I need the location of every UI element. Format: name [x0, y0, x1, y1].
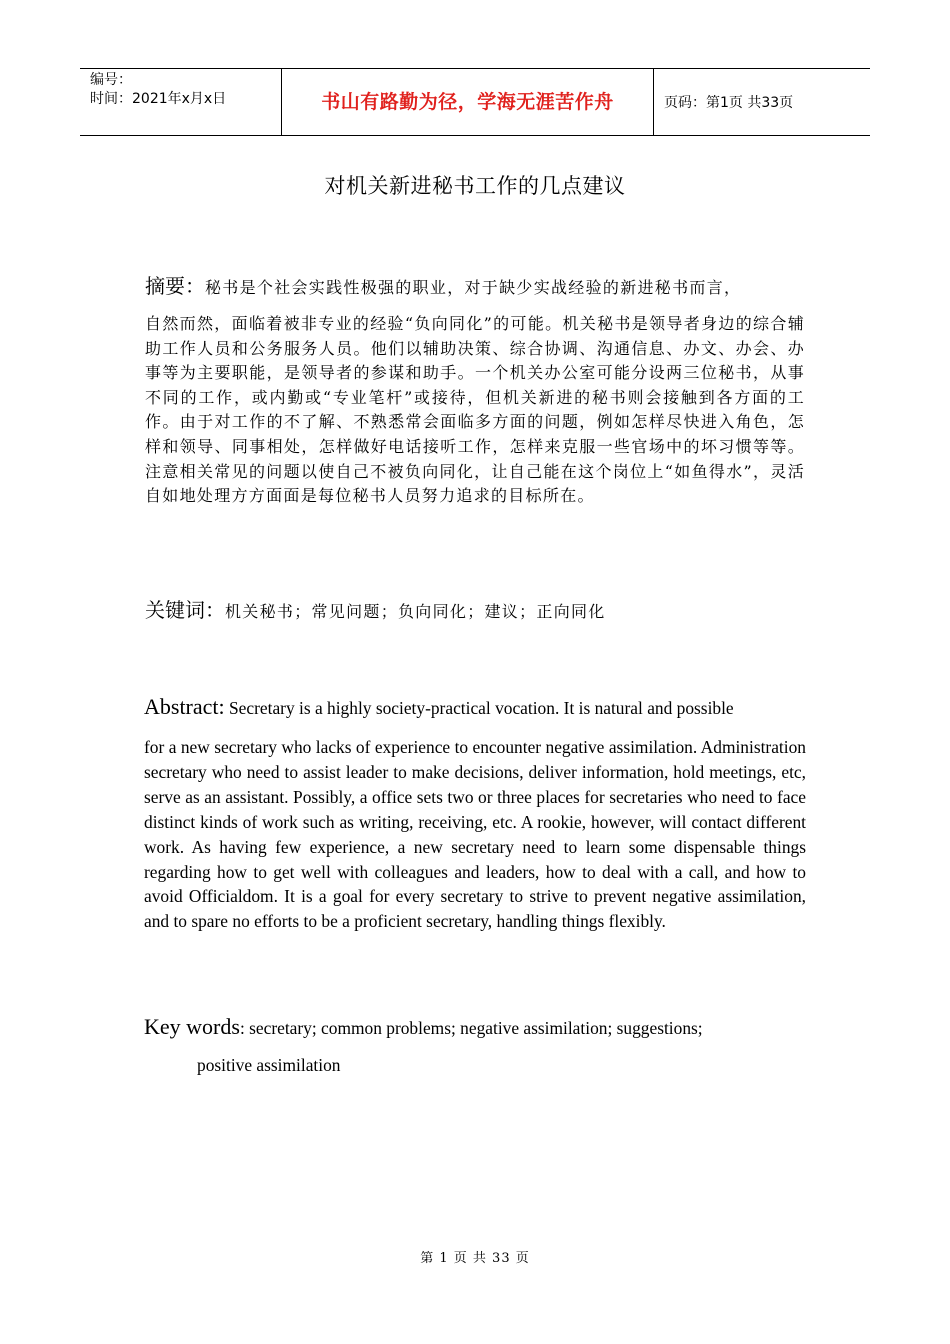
time-label: 时间：2021年x月x日 [90, 91, 227, 107]
chinese-abstract-body: 自然而然，面临着被非专业的经验“负向同化”的可能。机关秘书是领导者身边的综合辅助工作人员和公务服务人员。他们以辅助决策、综合协调、沟通信息、办文、办会、办事等为主要职能，是领导者的参谋和助手。一个机关办公室可能分设两三位秘书，从事不同的工作，或内勤或“专业笔杆”或接待，但机关新进的秘书则会接触到各方面的工作。由于对工作的不了解、不熟悉常会面临多方面的问题，例如怎样尽快进入角色，怎样和领导、同事相处，怎样做好电话接听工作，怎样来克服一些官场中的坏习惯等等。注意相关常见的问题以使自己不被负向同化，让自己能在这个岗位上“如鱼得水”，灵活自如地处理方方面面是每位秘书人员努力追求的目标所在。 [145, 314, 805, 506]
english-abstract-first-line [144, 692, 806, 723]
header-motto: 书山有路勤为径，学海无涯苦作舟 [321, 91, 614, 113]
english-abstract-label: Abstract: [144, 694, 225, 719]
page-footer: 第 1 页 共 33 页 [420, 1251, 530, 1266]
chinese-keywords [145, 594, 805, 623]
english-keywords-label: Key words [144, 1014, 240, 1039]
english-abstract [144, 692, 806, 934]
chinese-abstract-label: 摘要： [145, 274, 205, 298]
english-keywords-line1: : secretary; common problems; negative assimilation; suggestions; [239, 1018, 703, 1038]
chinese-abstract-first-line [145, 270, 805, 304]
header-divider [653, 69, 654, 135]
chinese-abstract-first-text: 秘书是个社会实践性极强的职业，对于缺少实战经验的新进秘书而言， [205, 278, 742, 297]
header-meta [90, 71, 280, 109]
english-abstract-first-text: Secretary is a highly society-practical vocation. It is natural and possible [224, 698, 734, 718]
chinese-keywords-label: 关键词： [145, 598, 225, 622]
english-keywords [144, 1014, 806, 1040]
document-title: 对机关新进秘书工作的几点建议 [324, 174, 626, 198]
serial-label: 编号： [90, 72, 132, 88]
document-header [80, 68, 870, 136]
chinese-abstract [145, 270, 805, 509]
header-page-info: 页码：第1页 共33页 [664, 95, 794, 111]
english-keywords-line2: positive assimilation [197, 1055, 341, 1075]
english-abstract-body: for a new secretary who lacks of experience to encounter negative assimilation. Administration secretary who need to assist leader to make decisions, deliver information, hold meetings, etc, serve as an assistant. Possibly, a office sets two or three places for secretaries who need to face distinct kinds of work such as writing, receiving, etc. A rookie, however, will contact different work. As having few experience, a new secretary need to learn some dispensable things regarding how to get well with colleagues and leaders, how to deal with a call, and how to avoid Officialdom. It is a goal for every secretary to strive to prevent negative assimilation, and to spare no efforts to be a proficient secretary, handling things flexibly. [144, 737, 806, 932]
chinese-keywords-text: 机关秘书；常见问题；负向同化；建议；正向同化 [225, 602, 606, 621]
